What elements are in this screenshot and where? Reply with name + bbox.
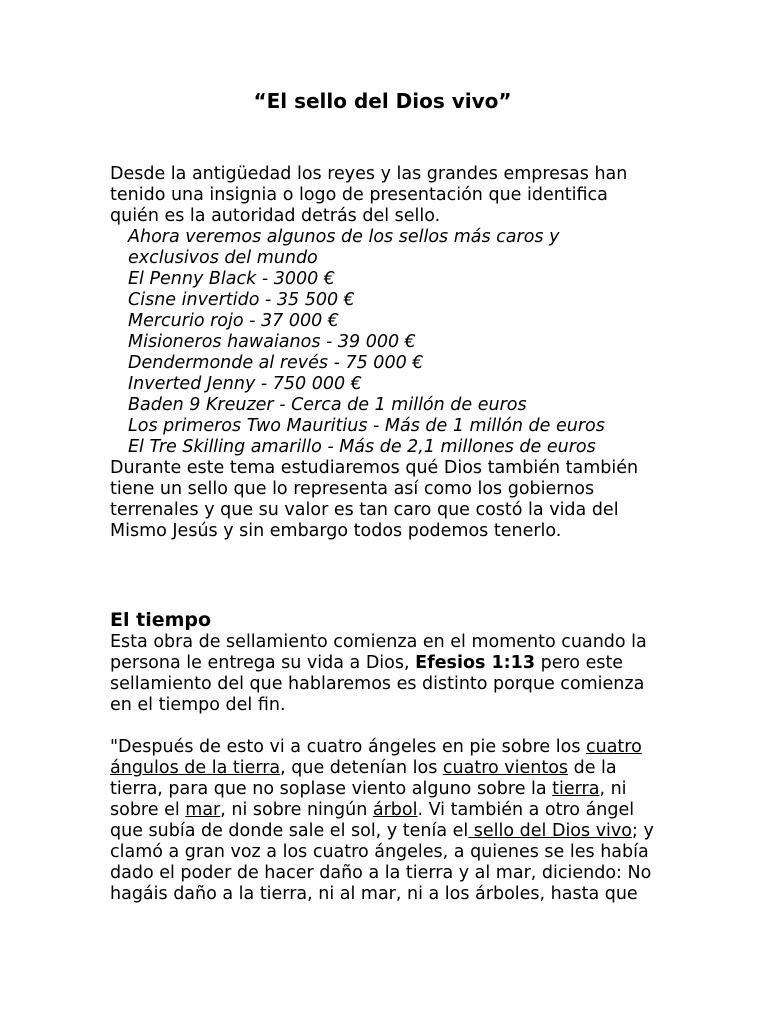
section-el-tiempo bbox=[110, 608, 655, 905]
bible-quote bbox=[110, 737, 655, 905]
section-text: Esta obra de sellamiento comienza en el momento cuando la persona le entrega su vida a Dios, bbox=[110, 632, 647, 673]
quote-underlined-text: cuatro ángulos de la tierra bbox=[110, 737, 642, 778]
quote-underlined-text: tierra bbox=[552, 779, 600, 799]
section-heading: El tiempo bbox=[110, 609, 212, 631]
quote-text: . Vi también a otro ángel que subía de donde sale el sol, y tenía el bbox=[110, 800, 635, 841]
stamp-item: Misioneros hawaianos - 39 000 € bbox=[128, 332, 416, 352]
quote-text: , que detenían los bbox=[280, 758, 443, 778]
quote-underlined-text: árbol bbox=[372, 800, 418, 820]
stamp-item: Dendermonde al revés - 75 000 € bbox=[128, 353, 424, 373]
quote-text: de la tierra, para que no soplase viento alguno sobre la bbox=[110, 758, 617, 799]
closing-paragraph: Durante este tema estudiaremos qué Dios también también tiene un sello que lo representa así como los gobiernos terrenales y que su valor es tan caro que costó la vida del Mismo Jesús y sin embargo todos podemos tenerlo. bbox=[110, 458, 639, 541]
intro-paragraph: Desde la antigüedad los reyes y las grandes empresas han tenido una insignia o logo de presentación que identifica quién es la autoridad detrás del sello. bbox=[110, 164, 628, 226]
bible-reference: Efesios 1:13 bbox=[415, 653, 536, 673]
intro-section bbox=[110, 164, 655, 542]
stamp-item: El Tre Skilling amarillo - Más de 2,1 millones de euros bbox=[128, 437, 596, 457]
stamp-item: El Penny Black - 3000 € bbox=[128, 269, 335, 289]
quote-underlined-text: cuatro vientos bbox=[442, 758, 569, 778]
quote-text: ; y clamó a gran voz a los cuatro ángeles, a quienes se les había dado el poder de hacer daño a la tierra y al mar, diciendo: No hagáis daño a la tierra, ni al mar, ni a los árboles, hasta que bbox=[110, 821, 654, 904]
section-paragraph bbox=[110, 632, 655, 716]
stamp-item: Inverted Jenny - 750 000 € bbox=[128, 374, 362, 394]
document-title: “El sello del Dios vivo” bbox=[253, 89, 512, 113]
stamp-list bbox=[110, 269, 655, 458]
quote-text: , ni sobre ningún bbox=[220, 800, 373, 820]
stamp-item: Cisne invertido - 35 500 € bbox=[128, 290, 355, 310]
stamp-item: Mercurio rojo - 37 000 € bbox=[128, 311, 339, 331]
quote-underlined-text: mar bbox=[185, 800, 221, 820]
quote-text: "Después de esto vi a cuatro ángeles en pie sobre los bbox=[110, 737, 586, 757]
quote-text: , ni sobre el bbox=[110, 779, 627, 820]
quote-underlined-text: sello del Dios vivo bbox=[468, 821, 632, 841]
section-text: pero este sellamiento del que hablaremos es distinto porque comienza en el tiempo del fin. bbox=[110, 653, 645, 715]
stamp-item: Baden 9 Kreuzer - Cerca de 1 millón de euros bbox=[128, 395, 527, 415]
stamp-item: Los primeros Two Mauritius - Más de 1 millón de euros bbox=[128, 416, 605, 436]
intro-italic-line: Ahora veremos algunos de los sellos más caros y exclusivos del mundo bbox=[128, 227, 560, 268]
